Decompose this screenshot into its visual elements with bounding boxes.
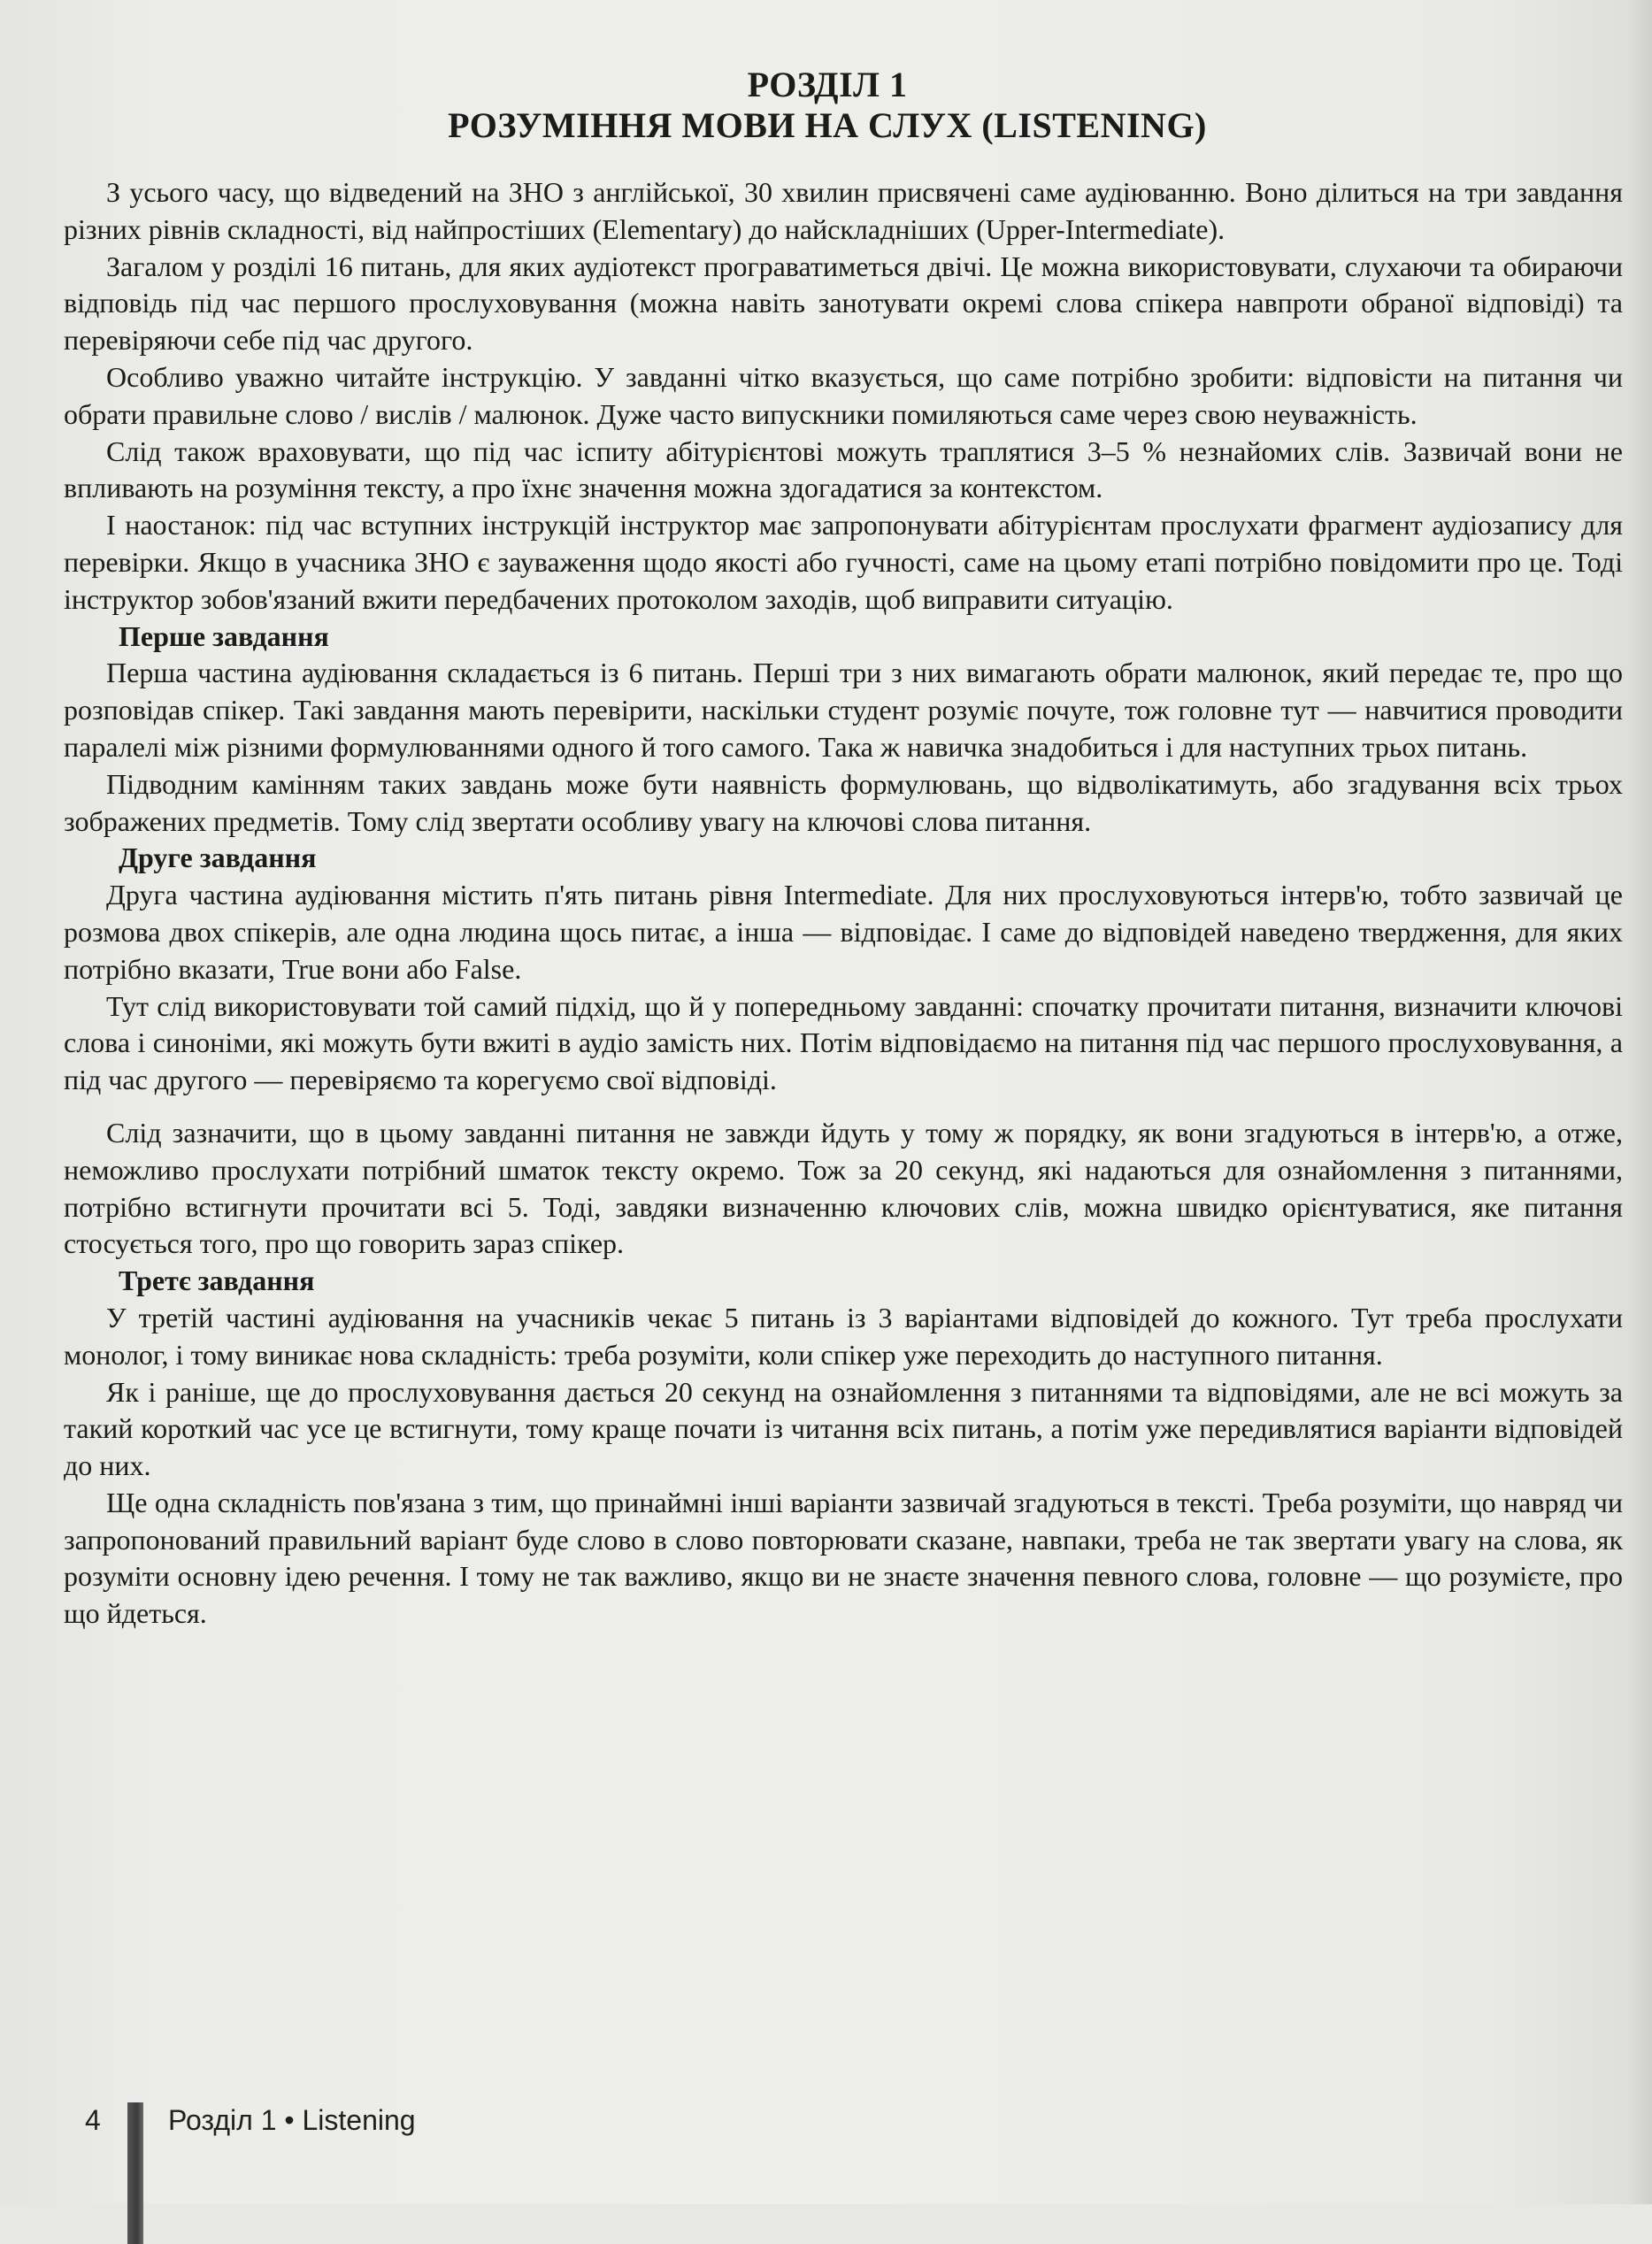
task2-paragraph-3: Слід зазначити, що в цьому завданні питання не завжди йдуть у тому ж порядку, як вони згадуються в інтерв'ю, а отже, неможливо прослухати потрібний шматок тексту окремо. Тож за 20 секунд, які надаються для ознайомлення з питаннями, потрібно встигнути прочитати всі 5. Тоді, завдяки визначенню ключових слів, можна швидко орієнтуватися, яке питання стосується того, про що говорить зараз спікер. xyxy=(64,1116,1623,1260)
page-body xyxy=(64,174,1623,1633)
task3-paragraph-1: У третій частині аудіювання на учасників чекає 5 питань із 3 варіантами відповідей до кожного. Тут треба прослухати монолог, і тому виникає нова складність: треба розуміти, коли спікер уже переходить до наступного питання. xyxy=(64,1301,1623,1371)
intro-paragraph-3: Особливо уважно читайте інструкцію. У завданні чітко вказується, що саме потрібно зробити: відповісти на питання чи обрати правильне слово / вислів / малюнок. Дуже часто випускники помиляються саме через свою неуважність. xyxy=(64,360,1623,430)
task3-paragraph-2: Як і раніше, ще до прослуховування дається 20 секунд на ознайомлення з питаннями та відповідями, але не всі можуть за такий короткий час усе це встигнути, тому краще почати із читання всіх питань, а потім уже передивлятися варіанти відповідей до них. xyxy=(64,1375,1623,1482)
task3-paragraph-3: Ще одна складність пов'язана з тим, що принаймні інші варіанти зазвичай згадуються в тексті. Треба розуміти, що навряд чи запропонований правильний варіант буде слово в слово повторювати сказане, навпаки, треба не так звертати увагу на слова, як розуміти основну ідею речення. І тому не так важливо, якщо ви не знаєте значення певного слова, головне — що розумієте, про що йдеться. xyxy=(64,1486,1623,1630)
intro-paragraph-4: Слід також враховувати, що під час іспиту абітурієнтові можуть траплятися 3–5 % незнайомих слів. Зазвичай вони не впливають на розуміння тексту, а про їхнє значення можна здогадатися за контекстом. xyxy=(64,434,1623,504)
task2-heading: Друге завдання xyxy=(119,842,317,874)
task1-heading: Перше завдання xyxy=(119,619,329,652)
task3-heading: Третє завдання xyxy=(119,1264,315,1297)
task1-paragraph-2: Підводним камінням таких завдань може бути наявність формулювань, що відволікатимуть, або згадування всіх трьох зображених предметів. Тому слід звертати особливу увагу на ключові слова питання. xyxy=(64,767,1623,837)
section-title: РОЗУМІННЯ МОВИ НА СЛУХ (LISTENING) xyxy=(448,105,1207,145)
section-number: РОЗДІЛ 1 xyxy=(747,65,908,104)
task2-paragraph-1: Друга частина аудіювання містить п'ять питань рівня Intermediate. Для них прослуховуються інтерв'ю, тобто зазвичай це розмова двох спікерів, але одна людина щось питає, а інша — відповідає. І саме до відповідей наведено твердження, для яких потрібно вказати, True вони або False. xyxy=(64,879,1623,985)
intro-paragraph-1: З усього часу, що відведений на ЗНО з англійської, 30 хвилин присвячені саме аудіюванню. Воно ділиться на три завдання різних рівнів складності, від найпростіших (Elementary) до найскладніших (Upper-Intermediate). xyxy=(64,176,1623,245)
intro-paragraph-2: Загалом у розділі 16 питань, для яких аудіотекст програватиметься двічі. Це можна використовувати, слухаючи та обираючи відповідь під час першого прослуховування (можна навіть занотувати окремі слова спікера навпроти обраної відповіді) та перевіряючи себе під час другого. xyxy=(64,250,1623,357)
footer-bar-decoration xyxy=(127,2102,143,2244)
task1-paragraph-1: Перша частина аудіювання складається із 6 питань. Перші три з них вимагають обрати малюнок, який передає те, про що розповідав спікер. Такі завдання мають перевірити, наскільки студент розуміє почуте, тож головне тут — навчитися проводити паралелі між різними формулюваннями одного й того самого. Така ж навичка знадобиться і для наступних трьох питань. xyxy=(64,657,1623,763)
task2-paragraph-2: Тут слід використовувати той самий підхід, що й у попередньому завданні: спочатку прочитати питання, визначити ключові слова і синоніми, які можуть бути вжиті в аудіо замість них. Потім відповідаємо на питання під час першого прослуховування, а під час другого — перевіряємо та корегуємо свої відповіді. xyxy=(64,989,1623,1096)
page-number: 4 xyxy=(85,2104,101,2136)
intro-paragraph-5: І наостанок: під час вступних інструкцій інструктор має запропонувати абітурієнтам прослухати фрагмент аудіозапису для перевірки. Якщо в учасника ЗНО є зауваження щодо якості або гучності, саме на цьому етапі потрібно повідомити про це. Тоді інструктор зобов'язаний вжити передбачених протоколом заходів, щоб виправити ситуацію. xyxy=(64,509,1623,615)
running-title: Розділ 1 • Listening xyxy=(168,2104,416,2136)
page-edge-shadow xyxy=(1627,0,1652,2204)
